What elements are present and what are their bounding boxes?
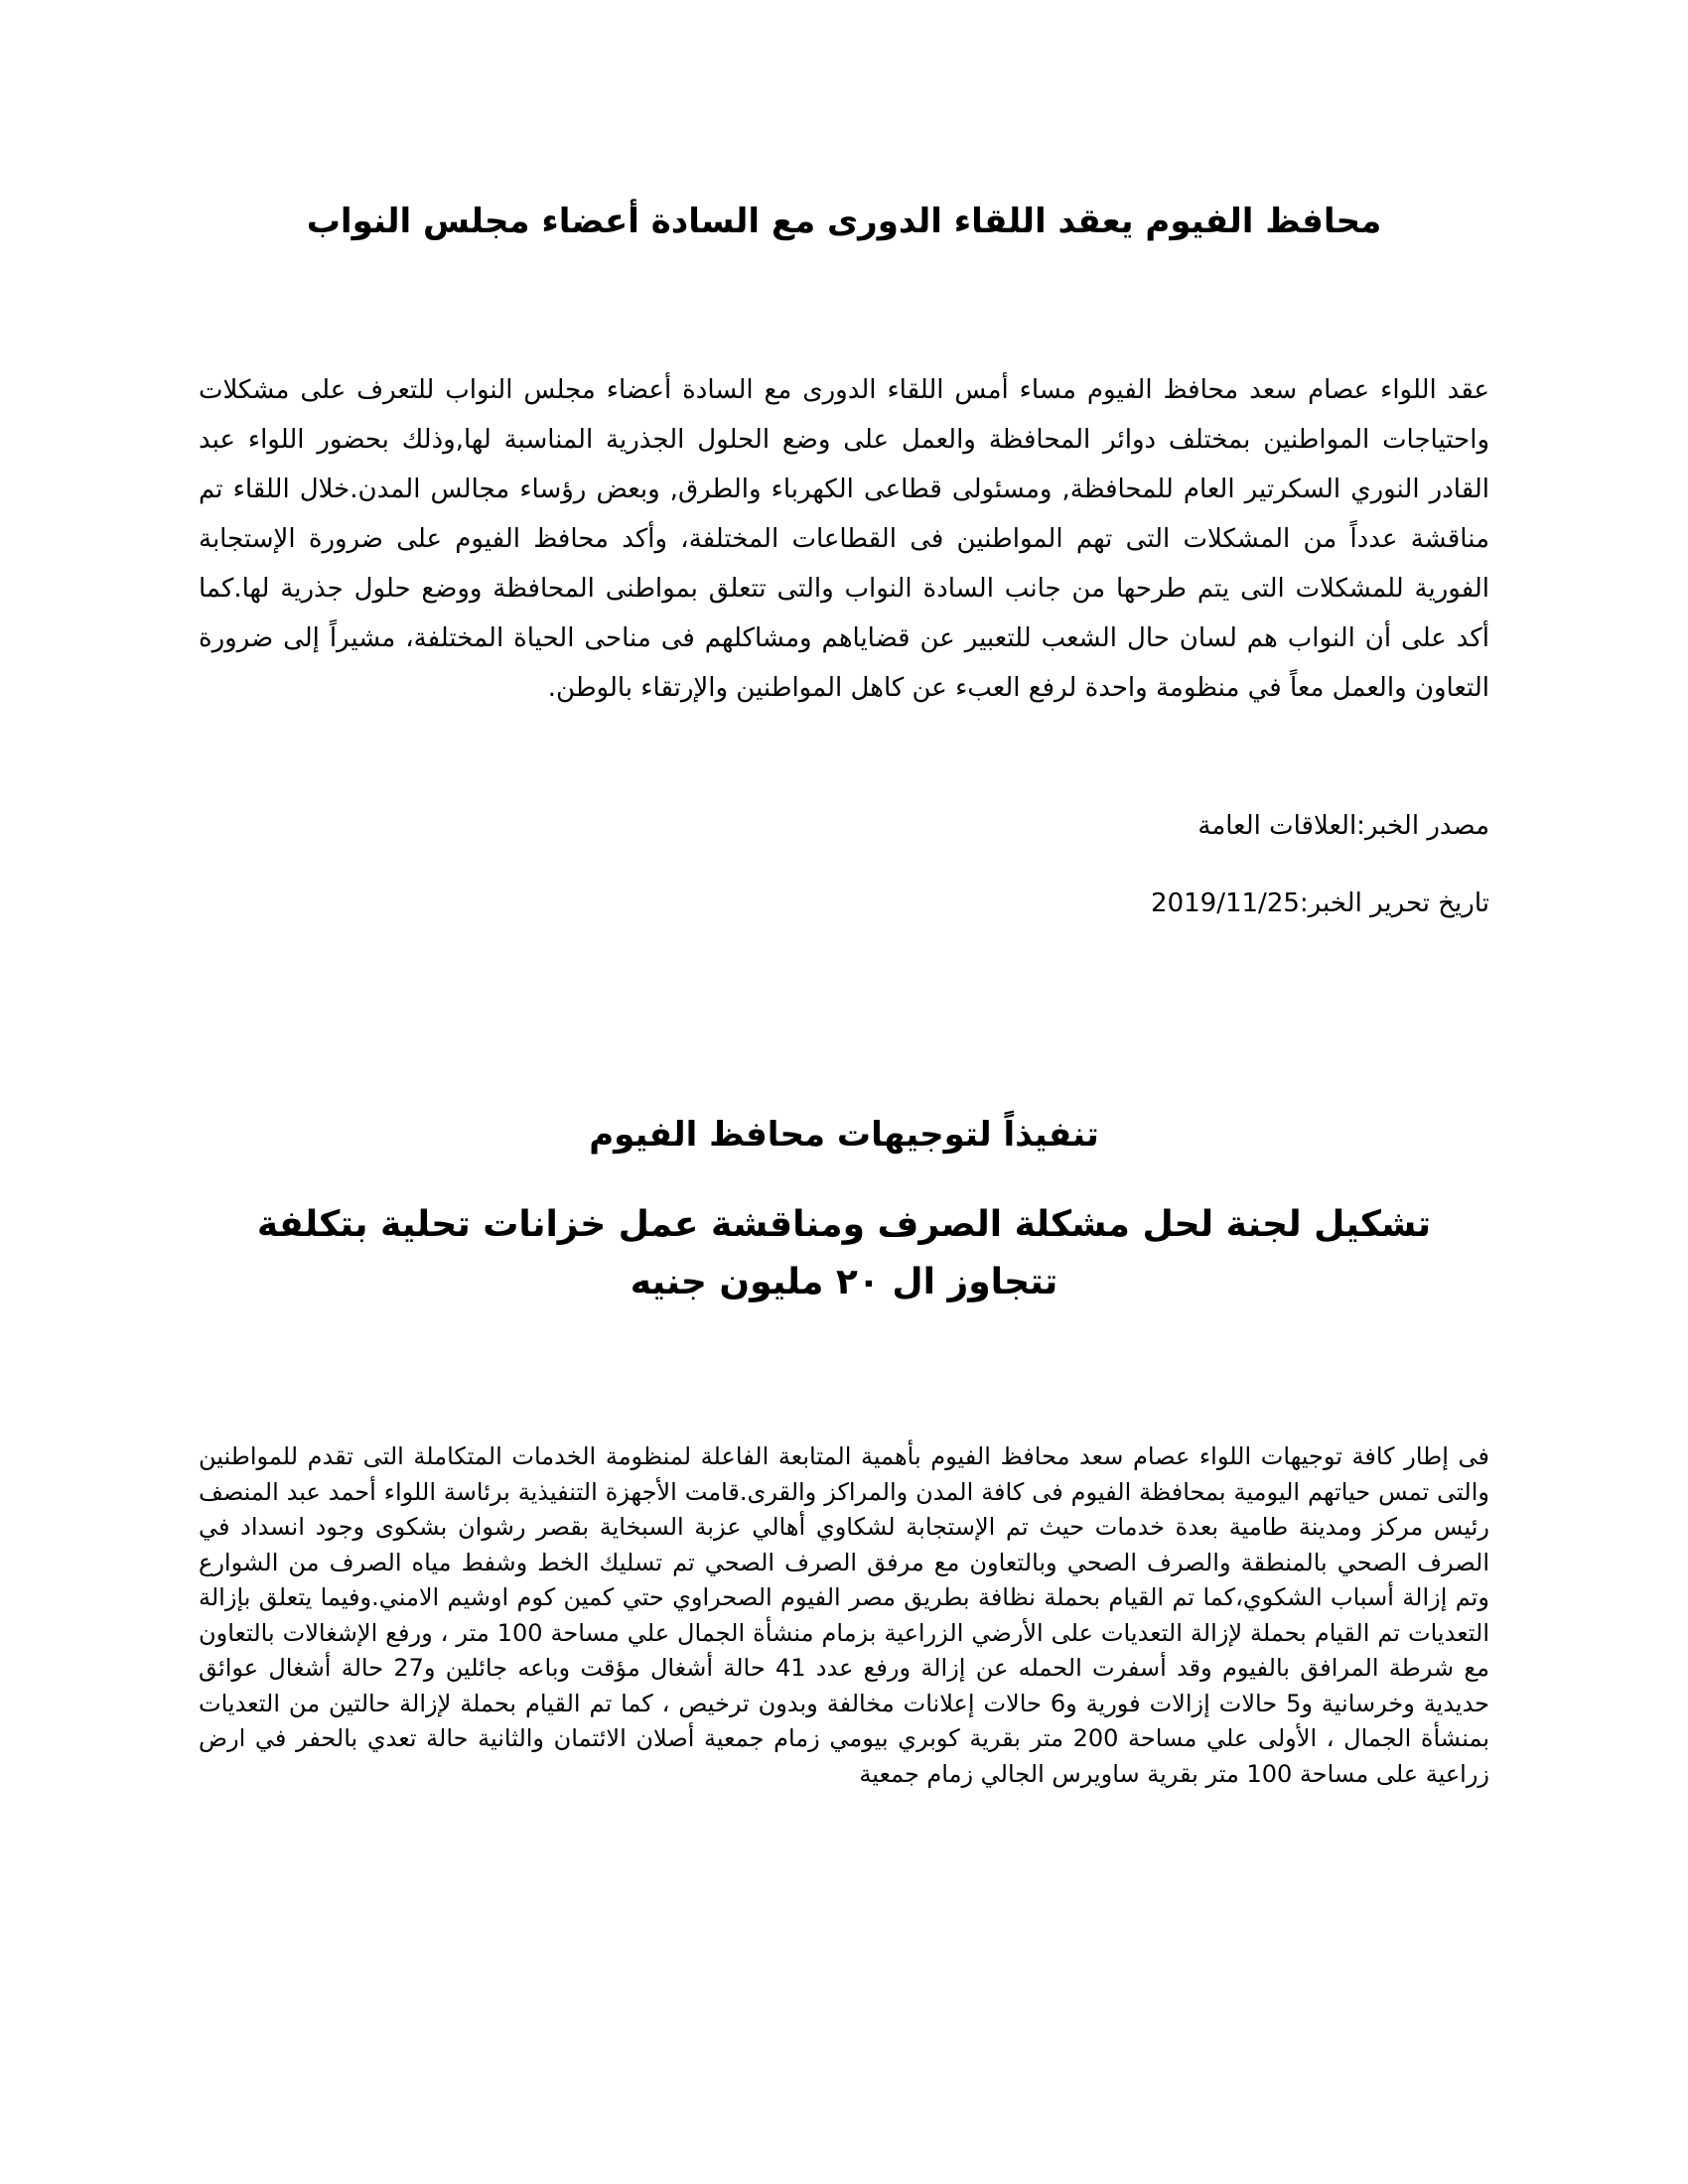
source-value: العلاقات العامة xyxy=(1197,811,1357,841)
article1-body: عقد اللواء عصام سعد محافظ الفيوم مساء أمس اللقاء الدورى مع السادة أعضاء مجلس النواب للتعرف على مشكلات واحتياجات المواطنين بمختلف دوائر المحافظة والعمل على وضع الحلول الجذرية المناسبة لها,وذلك بحضور اللواء عبد القادر النوري السكرتير العام للمحافظة, ومسئولى قطاعى الكهرباء والطرق, وبعض رؤساء مجالس المدن.خلال اللقاء تم مناقشة عدداً من المشكلات التى تهم المواطنين فى القطاعات المختلفة، وأكد محافظ الفيوم على ضرورة الإستجابة الفورية للمشكلات التى يتم طرحها من جانب السادة النواب والتى تتعلق بمواطنى المحافظة ووضع حلول جذرية لها.كما أكد على أن النواب هم لسان حال الشعب للتعبير عن قضاياهم ومشاكلهم فى مناحى الحياة المختلفة، مشيراً إلى ضرورة التعاون والعمل معاً في منظومة واحدة لرفع العبء عن كاهل المواطنين والإرتقاء بالوطن. xyxy=(199,375,1489,703)
article2-kicker: تنفيذاً لتوجيهات محافظ الفيوم xyxy=(589,1115,1099,1155)
date-value: 2019/11/25 xyxy=(1151,888,1300,918)
article1-source xyxy=(199,806,1489,846)
article1-date xyxy=(199,884,1489,923)
source-label: مصدر الخبر: xyxy=(1356,811,1489,841)
article1-title: محافظ الفيوم يعقد اللقاء الدورى مع السادة أعضاء مجلس النواب xyxy=(306,202,1382,241)
article2-body: فى إطار كافة توجيهات اللواء عصام سعد محافظ الفيوم بأهمية المتابعة الفاعلة لمنظومة الخدمات المتكاملة التى تقدم للمواطنين والتى تمس حياتهم اليومية بمحافظة الفيوم فى كافة المدن والمراكز والقرى.قامت الأجهزة التنفيذية برئاسة اللواء أحمد عبد المنصف رئيس مركز ومدينة طامية بعدة خدمات حيث تم الإستجابة لشكاوي أهالي عزبة السبخاية بقصر رشوان بشكوى وجود انسداد في الصرف الصحي بالمنطقة والصرف الصحي وبالتعاون مع مرفق الصرف الصحي تم تسليك الخط وشفط مياه الصرف من الشوارع وتم إزالة أسباب الشكوي،كما تم القيام بحملة نظافة بطريق مصر الفيوم الصحراوي حتي كمين كوم اوشيم الامني.وفيما يتعلق بإزالة التعديات تم القيام بحملة لإزالة التعديات على الأرضي الزراعية بزمام منشأة الجمال علي مساحة 100 متر ، ورفع الإشغالات بالتعاون مع شرطة المرافق بالفيوم وقد أسفرت الحمله عن إزالة ورفع عدد 41 حالة أشغال مؤقت وباعه جائلين و27 حالة أشغال عوائق حديدية وخرسانية و5 حالات إزالات فورية و6 حالات إعلانات مخالفة وبدون ترخيص ، كما تم القيام بحملة لإزالة حالتين من التعديات بمنشأة الجمال ، الأولى علي مساحة 200 متر بقرية كوبري بيومي زمام جمعية أصلان الائتمان والثانية حالة تعدي بالحفر في ارض زراعية على مساحة 100 متر بقرية ساويرس الجالي زمام جمعية xyxy=(199,1442,1489,1788)
date-label: تاريخ تحرير الخبر: xyxy=(1299,888,1489,918)
article2-title: تشكيل لجنة لحل مشكلة الصرف ومناقشة عمل خزانات تحلية بتكلفة تتجاوز ال ٢٠ مليون جنيه xyxy=(256,1204,1432,1302)
